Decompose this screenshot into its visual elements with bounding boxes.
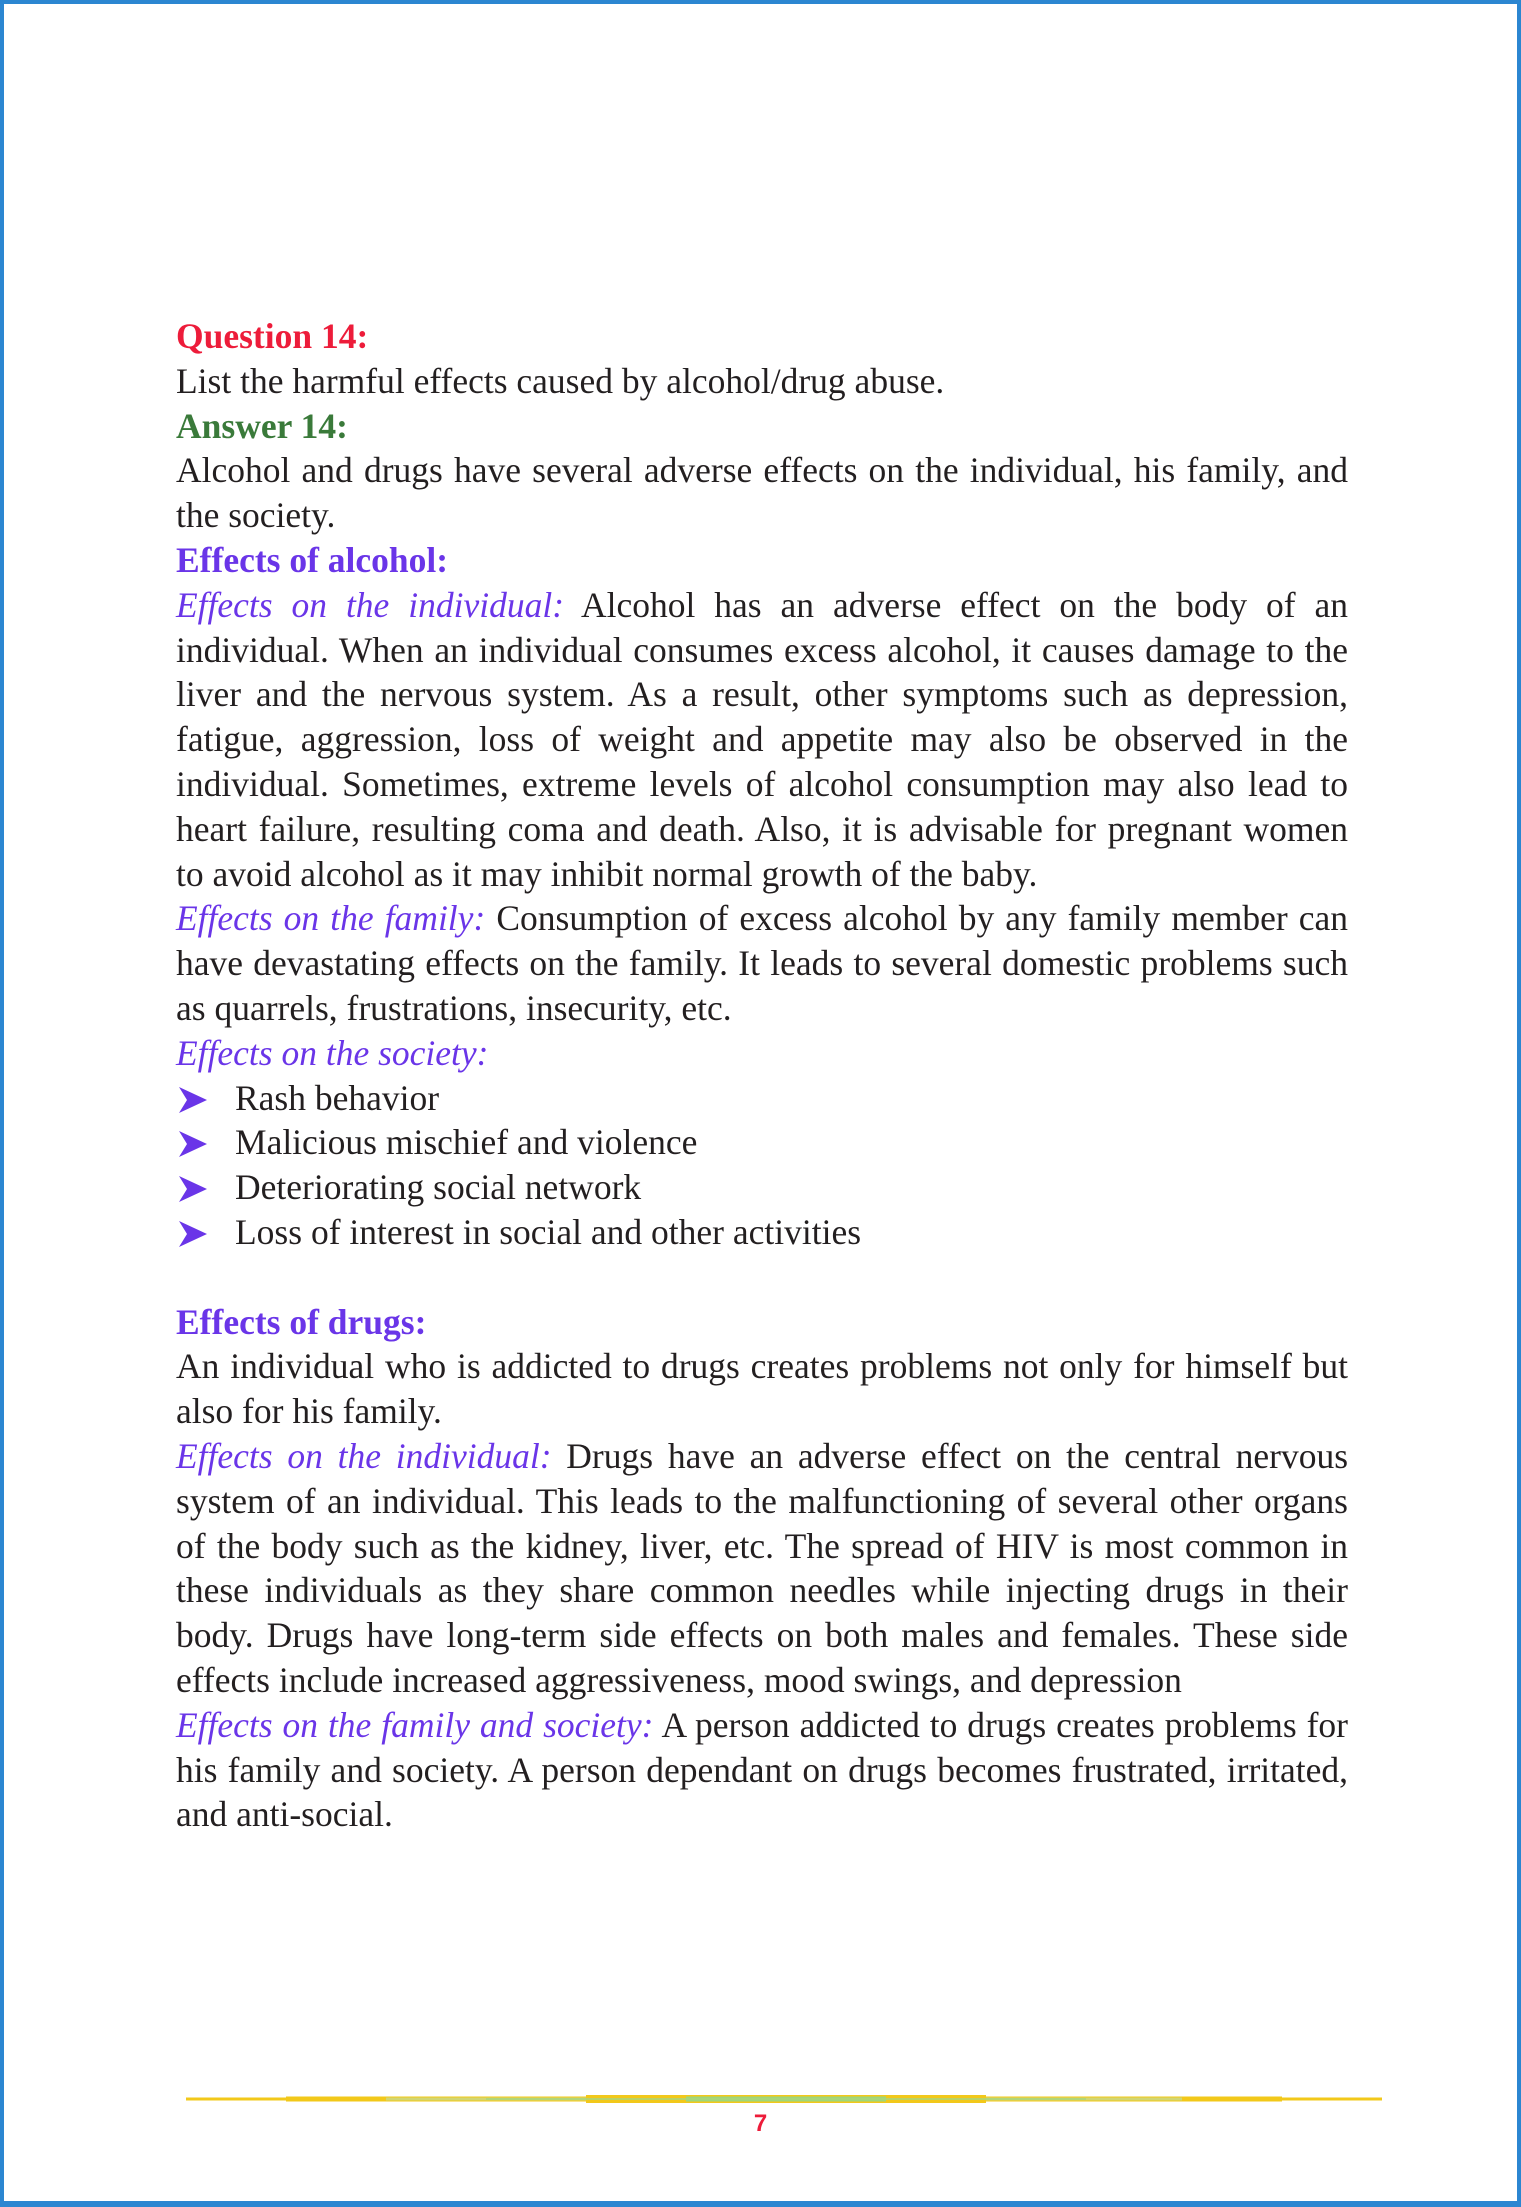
alcohol-society-list	[176, 1076, 1348, 1255]
colon: :	[473, 898, 486, 939]
drugs-individual-label: Effects on the individual	[176, 1435, 540, 1476]
alcohol-family-paragraph	[176, 896, 1348, 1030]
colon: :	[539, 1435, 552, 1476]
page-content	[176, 314, 1348, 1837]
list-item-text: Loss of interest in social and other activities	[235, 1211, 862, 1252]
alcohol-society-heading	[176, 1031, 1348, 1076]
colon: :	[552, 584, 565, 625]
drugs-family-society-paragraph	[176, 1703, 1348, 1837]
document-page	[4, 4, 1517, 2201]
section-spacer	[176, 1255, 1348, 1300]
arrow-bullet-icon	[178, 1220, 208, 1248]
colon: :	[476, 1032, 489, 1073]
question-heading: Question 14:	[176, 316, 369, 356]
list-item	[176, 1076, 1348, 1121]
arrow-bullet-icon	[178, 1175, 208, 1203]
alcohol-family-label: Effects on the family	[176, 898, 474, 939]
alcohol-section-heading: Effects of alcohol:	[176, 539, 449, 580]
arrow-bullet-icon	[178, 1130, 208, 1158]
list-item	[176, 1120, 1348, 1165]
list-item-text: Deteriorating social network	[235, 1167, 642, 1208]
colon: :	[641, 1704, 654, 1745]
answer-heading: Answer 14:	[176, 405, 348, 446]
alcohol-family-text: Consumption of excess alcohol by any family member can have devastating effects on the family. It leads to several domestic problems such as quarrels, frustrations, insecurity, etc.	[176, 898, 1348, 1028]
footer-divider	[186, 2094, 1382, 2104]
alcohol-individual-text: Alcohol has an adverse effect on the body of an individual. When an individual consumes excess alcohol, it causes damage to the liver and the nervous system. As a result, other symptoms such as depression, fatigue, aggression, loss of weight and appetite may also be observed in the individual. Sometimes, extreme levels of alcohol consumption may also lead to heart failure, resulting coma and death. Also, it is advisable for pregnant women to avoid alcohol as it may inhibit normal growth of the baby.	[176, 584, 1348, 894]
alcohol-society-label: Effects on the society	[176, 1032, 477, 1073]
alcohol-individual-paragraph	[176, 583, 1348, 897]
alcohol-individual-label: Effects on the individual	[176, 584, 553, 625]
drugs-individual-text: Drugs have an adverse effect on the central nervous system of an individual. This leads to the malfunctioning of several other organs of the body such as the kidney, liver, etc. The spread of HIV is most common in these individuals as they share common needles while injecting drugs in their body. Drugs have long-term side effects on both males and females. These side effects include increased aggressiveness, mood swings, and depression	[176, 1435, 1349, 1700]
drugs-family-society-text: A person addicted to drugs creates problems for his family and society. A person dependant on drugs becomes frustrated, irritated, and anti-social.	[176, 1704, 1349, 1835]
list-item	[176, 1210, 1348, 1255]
list-item-text: Rash behavior	[235, 1077, 440, 1118]
drugs-family-society-label: Effects on the family and society	[176, 1704, 642, 1745]
arrow-bullet-icon	[178, 1086, 208, 1114]
answer-intro: Alcohol and drugs have several adverse effects on the individual, his family, and the society.	[176, 450, 1348, 536]
drugs-intro: An individual who is addicted to drugs creates problems not only for himself but also for his family.	[176, 1346, 1348, 1432]
drugs-section-heading: Effects of drugs:	[176, 1301, 427, 1342]
list-item-text: Malicious mischief and violence	[235, 1122, 698, 1163]
list-item	[176, 1165, 1348, 1210]
question-text: List the harmful effects caused by alcohol/drug abuse.	[176, 360, 945, 401]
page-number: 7	[753, 2110, 768, 2137]
drugs-individual-paragraph	[176, 1434, 1348, 1703]
